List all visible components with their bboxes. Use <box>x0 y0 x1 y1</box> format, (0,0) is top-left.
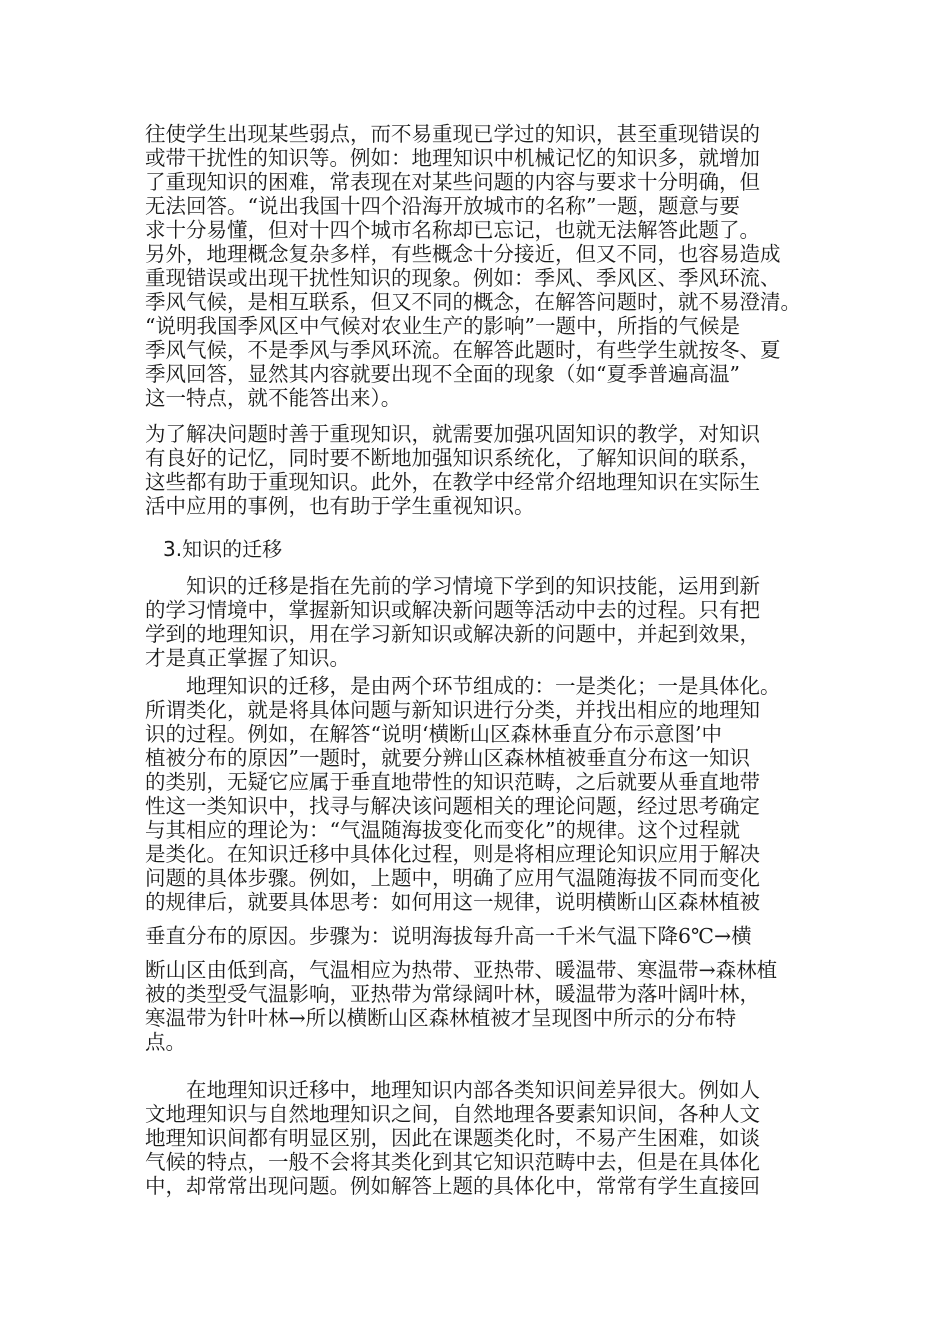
text-line: 地理知识间都有明显区别，因此在课题类化时，不易产生困难，如谈 <box>145 1126 760 1150</box>
text-line: 在地理知识迁移中，地理知识内部各类知识间差异很大。例如人 <box>186 1078 760 1102</box>
text-line: 重现错误或出现干扰性知识的现象。例如：季风、季风区、季风环流、 <box>145 266 781 290</box>
text-line: 问题的具体步骤。例如，上题中，明确了应用气温随海拔不同而变化 <box>145 866 760 890</box>
text-line: 是类化。在知识迁移中具体化过程，则是将相应理论知识应用于解决 <box>145 842 760 866</box>
text-line: 有良好的记忆，同时要不断地加强知识系统化，了解知识间的联系， <box>145 446 760 470</box>
text-line: 垂直分布的原因。步骤为：说明海拔每升高一千米气温下降6℃→横 <box>145 924 752 948</box>
section-title: 3.知识的迁移 <box>163 537 283 561</box>
text-line: 学到的地理知识，用在学习新知识或解决新的问题中，并起到效果， <box>145 622 760 646</box>
text-line: 另外，地理概念复杂多样，有些概念十分接近，但又不同，也容易造成 <box>145 242 781 266</box>
text-line: 的规律后，就要具体思考：如何用这一规律，说明横断山区森林植被 <box>145 890 760 914</box>
text-line: “说明我国季风区中气候对农业生产的影响”一题中，所指的气候是 <box>145 314 740 338</box>
text-line: 地理知识的迁移，是由两个环节组成的：一是类化；一是具体化。 <box>186 674 781 698</box>
text-line: 断山区由低到高，气温相应为热带、亚热带、暖温带、寒温带→森林植 <box>145 958 778 982</box>
text-line: 的类别，无疑它应属于垂直地带性的知识范畴，之后就要从垂直地带 <box>145 770 760 794</box>
section-heading <box>163 537 843 561</box>
text-line: 才是真正掌握了知识。 <box>145 646 350 670</box>
text-line: 的学习情境中，掌握新知识或解决新问题等活动中去的过程。只有把 <box>145 598 760 622</box>
text-line: 活中应用的事例，也有助于学生重视知识。 <box>145 494 535 518</box>
text-line: 了重现知识的困难，常表现在对某些问题的内容与要求十分明确，但 <box>145 170 760 194</box>
text-line: 与其相应的理论为：“气温随海拔变化而变化”的规律。这个过程就 <box>145 818 740 842</box>
text-line: 求十分易懂，但对十四个城市名称却已忘记，也就无法解答此题了。 <box>145 218 760 242</box>
text-line: 往使学生出现某些弱点，而不易重现已学过的知识，甚至重现错误的 <box>145 122 760 146</box>
text-line: 所谓类化，就是将具体问题与新知识进行分类，并找出相应的地理知 <box>145 698 760 722</box>
text-line: 无法回答。“说出我国十四个沿海开放城市的名称”一题，题意与要 <box>145 194 740 218</box>
text-line: 知识的迁移是指在先前的学习情境下学到的知识技能，运用到新 <box>186 574 760 598</box>
text-line: 寒温带为针叶林→所以横断山区森林植被才呈现图中所示的分布特 <box>145 1006 737 1030</box>
text-line: 植被分布的原因”一题时，就要分辨山区森林植被垂直分布这一知识 <box>145 746 750 770</box>
text-line: 这些都有助于重现知识。此外，在教学中经常介绍地理知识在实际生 <box>145 470 760 494</box>
text-line: 这一特点，就不能答出来）。 <box>145 386 402 410</box>
text-line: 点。 <box>145 1030 186 1054</box>
text-line: 为了解决问题时善于重现知识，就需要加强巩固知识的教学，对知识 <box>145 422 760 446</box>
text-line: 季风气候，是相互联系，但又不同的概念，在解答问题时，就不易澄清。 <box>145 290 801 314</box>
paragraph-transfer-differences <box>145 1078 825 1198</box>
text-line: 识的过程。例如，在解答“说明‘横断山区森林垂直分布示意图’中 <box>145 722 723 746</box>
text-line: 性这一类知识中，找寻与解决该问题相关的理论问题，经过思考确定 <box>145 794 760 818</box>
paragraph-recall-strategy <box>145 422 825 518</box>
text-line: 被的类型受气温影响，亚热带为常绿阔叶林，暖温带为落叶阔叶林， <box>145 982 760 1006</box>
text-line: 中，却常常出现问题。例如解答上题的具体化中，常常有学生直接回 <box>145 1174 760 1198</box>
paragraph-transfer-definition <box>145 574 825 670</box>
text-line: 文地理知识与自然地理知识之间，自然地理各要素知识间，各种人文 <box>145 1102 760 1126</box>
paragraph-transfer-steps <box>145 674 825 1054</box>
text-line: 季风气候，不是季风与季风环流。在解答此题时，有些学生就按冬、夏 <box>145 338 781 362</box>
text-line: 季风回答，显然其内容就要出现不全面的现象（如“夏季普遍高温” <box>145 362 740 386</box>
text-line: 或带干扰性的知识等。例如：地理知识中机械记忆的知识多，就增加 <box>145 146 760 170</box>
text-line: 气候的特点，一般不会将其类化到其它知识范畴中去，但是在具体化 <box>145 1150 760 1174</box>
paragraph-recall-difficulty <box>145 122 825 410</box>
